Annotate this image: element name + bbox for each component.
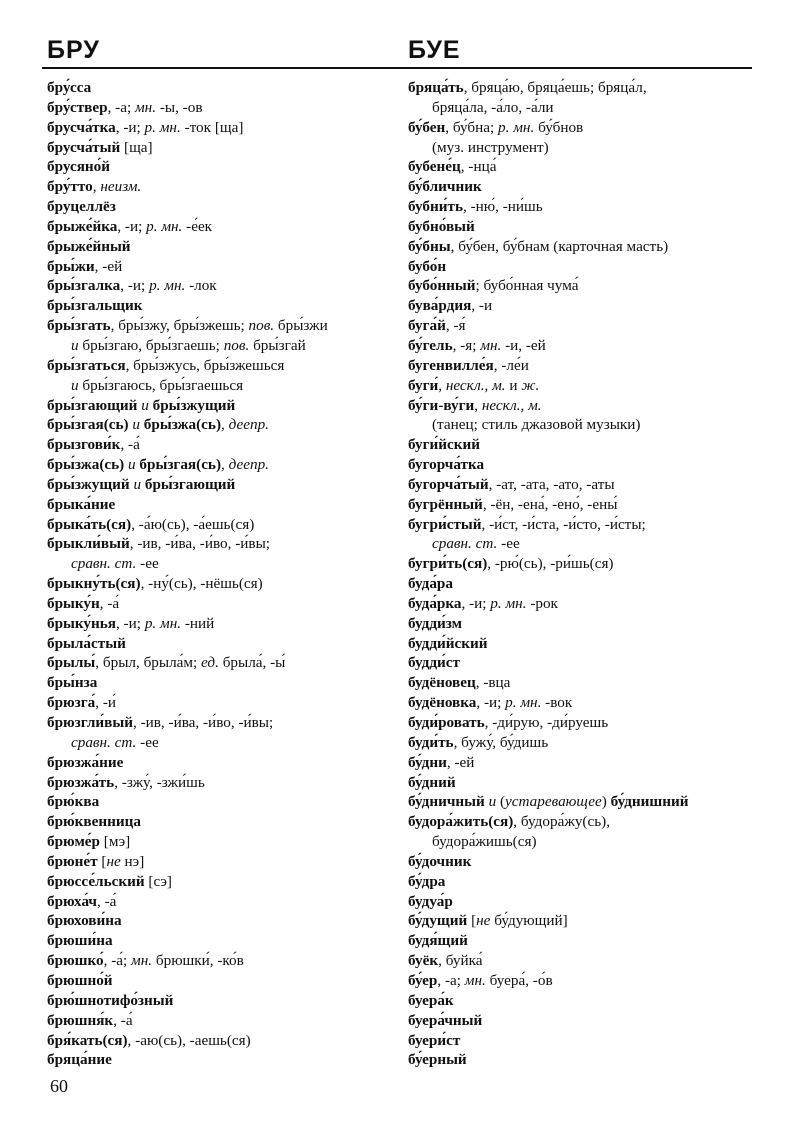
headword: брыку́нья xyxy=(47,614,117,632)
headword: брыку́н xyxy=(47,594,100,612)
headword: будди́ст xyxy=(408,654,460,672)
headword: брюзжа́ние xyxy=(47,753,124,771)
headword: буги́ xyxy=(408,376,439,394)
headword: брю́квенница xyxy=(47,813,141,831)
dictionary-entry: бряца́ла, -а́ло, -а́ли xyxy=(432,98,554,116)
dictionary-entry: бугенвилле́я, -ле́и xyxy=(408,356,529,374)
dictionary-entry: бры́зжущий и бры́згающий xyxy=(47,475,236,493)
dictionary-entry: буга́й, -я́ xyxy=(408,317,466,335)
headword: бры́жи xyxy=(47,257,95,275)
headword: бу́ер xyxy=(408,971,438,989)
dictionary-entry: брызгови́к, -а́ xyxy=(47,436,140,454)
dictionary-entry: бува́рдия, -и xyxy=(408,297,493,315)
dictionary-entry: брюне́т [не нэ] xyxy=(47,852,145,870)
dictionary-entry: брюме́р [мэ] xyxy=(47,833,131,851)
headword: бубно́вый xyxy=(408,217,475,235)
dictionary-entry: брюзга́, -и́ xyxy=(47,694,117,712)
dictionary-entry: буди́ть, бужу́, бу́дишь xyxy=(408,733,549,751)
dictionary-entry: бу́дущий [не бу́дующий] xyxy=(408,912,568,930)
headword: бу́дний xyxy=(408,773,456,791)
dictionary-entry xyxy=(47,931,392,951)
headword: бу́ерный xyxy=(408,1051,467,1069)
dictionary-entry: сравн. ст. -ее xyxy=(71,555,159,573)
dictionary-entry: бу́дни, -ей xyxy=(408,753,475,771)
headword: будя́щий xyxy=(408,932,468,950)
dictionary-entry: брыку́нья, -и; р. мн. -ний xyxy=(47,614,215,632)
dictionary-entry xyxy=(47,197,392,217)
headword: брюхови́на xyxy=(47,912,122,930)
headword: бу́бны xyxy=(408,237,451,255)
dictionary-entry: бубни́ть, -ню́, -ни́шь xyxy=(408,198,543,216)
headword: брыже́йка xyxy=(47,217,118,235)
headword: будуа́р xyxy=(408,892,453,910)
dictionary-entry: бугри́стый, -и́ст, -и́ста, -и́сто, -и́сты; xyxy=(408,515,646,533)
headword: бры́зжущий xyxy=(152,396,236,414)
headword: брюзгли́вый xyxy=(47,714,133,731)
headword: брю́ква xyxy=(47,793,100,811)
dictionary-entry: бу́дничный и (устаревающее) бу́днишний xyxy=(408,793,689,811)
dictionary-entry xyxy=(408,1031,753,1051)
dictionary-entry: бу́бен, бу́бна; р. мн. бу́бнов xyxy=(408,118,584,136)
dictionary-entry: бу́гель, -я; мн. -и, -ей xyxy=(408,336,546,354)
header-rule xyxy=(42,67,752,69)
headword: буёк xyxy=(408,952,439,970)
dictionary-entry: и бры́згаю, бры́згаешь; пов. бры́згай xyxy=(71,336,306,354)
dictionary-entry xyxy=(47,673,392,693)
dictionary-entry xyxy=(408,574,753,594)
headword: бу́ги-ву́ги xyxy=(408,396,475,414)
dictionary-entry xyxy=(408,257,753,277)
dictionary-entry xyxy=(408,931,753,951)
headword: бруцеллёз xyxy=(47,198,116,216)
headword: брюзжа́ть xyxy=(47,773,115,791)
dictionary-entry: будора́жишь(ся) xyxy=(432,833,537,851)
headword: брыкли́вый xyxy=(47,535,130,553)
headword: бугорча́тка xyxy=(408,456,485,474)
dictionary-entry xyxy=(47,157,392,177)
dictionary-entry: бугорча́тый, -ат, -ата, -ато, -аты xyxy=(408,475,615,493)
headword: бу́бен xyxy=(408,118,446,136)
dictionary-entry: брюзжа́ть, -зжу́, -зжи́шь xyxy=(47,773,205,791)
dictionary-entry xyxy=(408,872,753,892)
headword: бры́зжущий xyxy=(47,475,130,493)
dictionary-entry: бубене́ц, -нца́ xyxy=(408,158,497,176)
headword: будора́жить(ся) xyxy=(408,813,514,831)
dictionary-entry: брюзгли́вый, -ив, -и́ва, -и́во, -и́вы; xyxy=(47,714,274,731)
headword: бу́дничный xyxy=(408,793,485,811)
headword: брюшня́к xyxy=(47,1011,114,1029)
headword: бугенвилле́я xyxy=(408,356,494,374)
headword: бубо́н xyxy=(408,257,447,275)
dictionary-entry: брюшко́, -а́; мн. брюшки́, -ко́в xyxy=(47,952,244,970)
headword: буера́к xyxy=(408,991,454,1009)
dictionary-entry: брыкли́вый, -ив, -и́ва, -и́во, -и́вы; xyxy=(47,535,270,553)
dictionary-entry xyxy=(408,634,753,654)
headword: бру́сса xyxy=(47,79,92,96)
headword: брюме́р xyxy=(47,833,100,851)
headword: брю́шнотифо́зный xyxy=(47,991,174,1009)
dictionary-entry: бры́згаться, бры́зжусь, бры́зжешься xyxy=(47,356,285,374)
headword: буери́ст xyxy=(408,1031,461,1049)
dictionary-entry: брусча́тка, -и; р. мн. -ток [ща] xyxy=(47,118,244,136)
headword: брюха́ч xyxy=(47,892,97,910)
page-number: 60 xyxy=(50,1076,68,1096)
headword: брюшко́ xyxy=(47,952,104,970)
dictionary-entry: бря́кать(ся), -аю(сь), -аешь(ся) xyxy=(47,1031,251,1049)
headword: бу́дра xyxy=(408,872,446,890)
dictionary-entry: (муз. инструмент) xyxy=(432,138,549,156)
dictionary-entry: бры́згая(сь) и бры́зжа(сь), деепр. xyxy=(47,416,269,434)
headword: буди́ровать xyxy=(408,714,485,731)
dictionary-entry: бряца́ть, бряца́ю, бряца́ешь; бряца́л, xyxy=(408,79,647,96)
headword: бубо́нный xyxy=(408,277,476,295)
headword: брюзга́ xyxy=(47,694,96,712)
dictionary-entry: (танец; стиль джазовой музыки) xyxy=(432,416,641,434)
dictionary-entry xyxy=(47,812,392,832)
dictionary-entry xyxy=(408,653,753,673)
headword: бры́зжа(сь) xyxy=(143,416,222,434)
dictionary-entry xyxy=(408,852,753,872)
headword: бры́згая(сь) xyxy=(139,456,222,474)
headword: будёновка xyxy=(408,694,477,712)
dictionary-entry: и бры́згаюсь, бры́згаешься xyxy=(71,376,244,394)
headword: брыла́стый xyxy=(47,634,126,652)
running-head-left: БРУ xyxy=(47,36,100,64)
headword: бры́згать xyxy=(47,317,111,335)
headword: бу́дущий xyxy=(408,912,468,930)
headword: буги́йский xyxy=(408,436,480,454)
dictionary-entry xyxy=(47,1050,392,1070)
headword: бу́дни xyxy=(408,753,447,771)
headword: брюши́на xyxy=(47,932,113,950)
dictionary-entry xyxy=(47,237,392,257)
dictionary-entry: бры́згать, бры́зжу, бры́зжешь; пов. бры́зжи xyxy=(47,317,328,335)
dictionary-entry: бубо́нный; бубо́нная чума́ xyxy=(408,277,579,295)
dictionary-entry xyxy=(47,296,392,316)
dictionary-entry: бры́згающий и бры́зжущий xyxy=(47,396,236,414)
headword: бры́згающий xyxy=(47,396,138,414)
headword: брызгови́к xyxy=(47,436,121,454)
headword: брылы́ xyxy=(47,654,96,672)
dictionary-entry: бу́ер, -а; мн. буера́, -о́в xyxy=(408,971,553,989)
dictionary-entry: бры́зжа(сь) и бры́згая(сь), деепр. xyxy=(47,456,269,474)
headword: бру́ствер xyxy=(47,98,108,116)
headword: бугорча́тый xyxy=(408,475,489,493)
dictionary-entry: брыкну́ть(ся), -ну́(сь), -нёшь(ся) xyxy=(47,575,263,593)
headword: брусча́тка xyxy=(47,118,116,136)
dictionary-entry: бугрённый, -ён, -ена́, -ено́, -ены́ xyxy=(408,495,618,513)
running-head-right: БУЕ xyxy=(408,36,461,64)
headword: бубене́ц xyxy=(408,158,461,176)
headword: брюссе́льский xyxy=(47,872,145,890)
headword: бры́згающий xyxy=(144,475,236,493)
dictionary-entry: буги́, нескл., м. и ж. xyxy=(408,376,540,394)
headword: будёновец xyxy=(408,674,476,692)
right-column xyxy=(408,78,753,1070)
dictionary-entry xyxy=(47,495,392,515)
dictionary-entry xyxy=(408,614,753,634)
dictionary-entry: бу́бны, бу́бен, бу́бнам (карточная масть) xyxy=(408,237,669,255)
dictionary-entry xyxy=(408,892,753,912)
dictionary-entry: брыка́ть(ся), -а́ю(сь), -а́ешь(ся) xyxy=(47,515,255,533)
headword: бры́згальщик xyxy=(47,297,143,315)
dictionary-entry xyxy=(47,634,392,654)
left-column xyxy=(47,78,392,1070)
headword: бугри́ть(ся) xyxy=(408,555,488,573)
dictionary-entry xyxy=(408,991,753,1011)
headword: брусча́тый xyxy=(47,138,121,156)
headword: бряца́ние xyxy=(47,1051,112,1069)
headword: бу́дочник xyxy=(408,852,472,870)
headword: брусяно́й xyxy=(47,158,111,176)
headword: буди́ть xyxy=(408,733,454,751)
dictionary-entry: бру́ствер, -а; мн. -ы, -ов xyxy=(47,98,203,116)
headword: бры́нза xyxy=(47,674,98,692)
dictionary-entry: буди́ровать, -ди́рую, -ди́руешь xyxy=(408,714,609,731)
dictionary-entry: брюшня́к, -а́ xyxy=(47,1011,133,1029)
headword: бры́згая(сь) xyxy=(47,416,129,434)
headword: бря́кать(ся) xyxy=(47,1031,128,1049)
dictionary-entry: сравн. ст. -ее xyxy=(71,733,159,751)
headword: брюне́т xyxy=(47,852,98,870)
dictionary-entry: брусча́тый [ща] xyxy=(47,138,153,156)
headword: бу́бличник xyxy=(408,178,482,196)
dictionary-entry xyxy=(408,455,753,475)
dictionary-entry xyxy=(47,991,392,1011)
dictionary-entry: будора́жить(ся), будора́жу(сь), xyxy=(408,813,610,831)
dictionary-entry: будёновец, -вца xyxy=(408,674,511,692)
dictionary-entry xyxy=(47,971,392,991)
headword: бу́гель xyxy=(408,336,453,354)
dictionary-entry xyxy=(47,792,392,812)
headword: брыже́йный xyxy=(47,237,131,255)
dictionary-entry xyxy=(47,78,392,98)
headword: бува́рдия xyxy=(408,297,472,315)
dictionary-entry: бугри́ть(ся), -рю́(сь), -ри́шь(ся) xyxy=(408,555,614,573)
dictionary-entry xyxy=(408,773,753,793)
headword: бугри́стый xyxy=(408,515,482,533)
headword: бубни́ть xyxy=(408,198,463,216)
dictionary-entry xyxy=(408,435,753,455)
headword: бры́згаться xyxy=(47,356,126,374)
dictionary-entry xyxy=(408,177,753,197)
headword: будди́зм xyxy=(408,614,463,632)
headword: бряца́ть xyxy=(408,79,464,96)
dictionary-entry: сравн. ст. -ее xyxy=(432,535,520,553)
headword: брыкну́ть(ся) xyxy=(47,575,141,593)
dictionary-entry: бу́ги-ву́ги, нескл., м. xyxy=(408,396,542,414)
dictionary-entry xyxy=(408,1050,753,1070)
dictionary-entry xyxy=(47,911,392,931)
headword: брюшно́й xyxy=(47,971,113,989)
dictionary-entry: будёновка, -и; р. мн. -вок xyxy=(408,694,573,712)
headword: бры́зжа(сь) xyxy=(47,456,125,474)
headword: бры́згалка xyxy=(47,277,121,295)
dictionary-entry xyxy=(47,753,392,773)
headword: буда́ра xyxy=(408,575,453,593)
dictionary-entry: буёк, буйка́ xyxy=(408,952,483,970)
dictionary-entry: брыку́н, -а́ xyxy=(47,594,120,612)
dictionary-entry xyxy=(408,1011,753,1031)
headword: будди́йский xyxy=(408,634,488,652)
dictionary-entry: бры́згалка, -и; р. мн. -лок xyxy=(47,277,217,295)
headword: брыка́ть(ся) xyxy=(47,515,132,533)
dictionary-entry: брюссе́льский [сэ] xyxy=(47,872,172,890)
dictionary-entry: брылы́, брыл, брыла́м; ед. брыла́, -ы́ xyxy=(47,654,286,672)
headword: буда́рка xyxy=(408,594,462,612)
dictionary-entry: буда́рка, -и; р. мн. -рок xyxy=(408,594,558,612)
dictionary-entry: бры́жи, -ей xyxy=(47,257,123,275)
dictionary-entry xyxy=(408,217,753,237)
headword: буера́чный xyxy=(408,1011,483,1029)
dictionary-entry: брыже́йка, -и; р. мн. -е́ек xyxy=(47,217,213,235)
headword: брыка́ние xyxy=(47,495,116,513)
headword: буга́й xyxy=(408,317,446,335)
headword: бру́тто xyxy=(47,178,93,196)
headword: бугрённый xyxy=(408,495,483,513)
headword: бу́днишний xyxy=(610,793,689,811)
dictionary-entry: бру́тто, неизм. xyxy=(47,178,142,196)
dictionary-entry: брюха́ч, -а́ xyxy=(47,892,117,910)
